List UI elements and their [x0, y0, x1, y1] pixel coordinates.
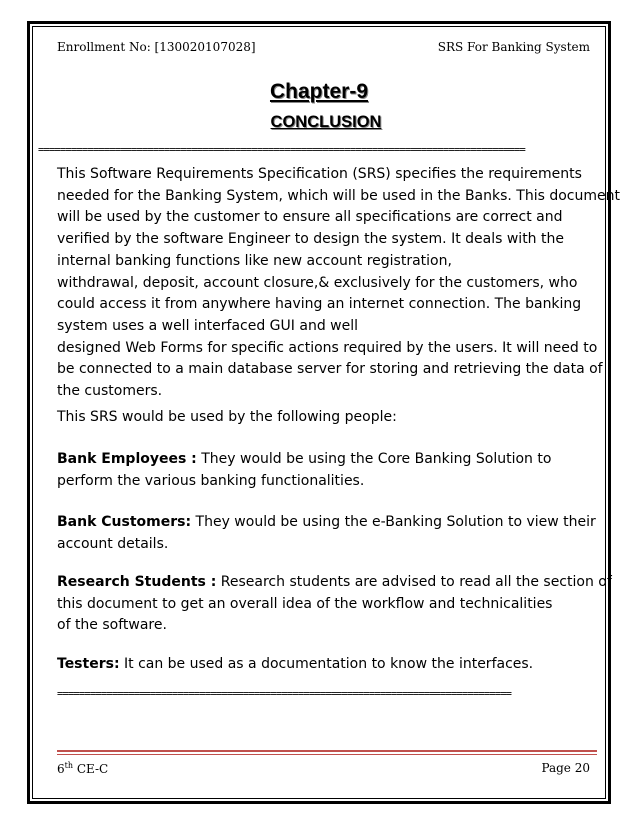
paragraph-line: designed Web Forms for specific actions required by the users. It will need to	[57, 339, 598, 356]
footer-page-number: Page 20	[541, 761, 590, 775]
paragraph-line: This Software Requirements Specification (SRS) specifies the requirements	[57, 166, 582, 182]
separator-bottom: ===================================================================================	[57, 688, 512, 700]
role-label: Bank Employees :	[57, 451, 197, 467]
paragraph-line: the customers.	[57, 383, 163, 400]
semester-suffix: th	[64, 761, 74, 770]
role-label: Bank Customers:	[57, 514, 192, 530]
role-label: Testers:	[57, 656, 120, 672]
role-text: They would be using the e-Banking Solution to view their	[191, 514, 596, 530]
role-text: account details.	[57, 535, 169, 552]
separator-top: =========================================================================================	[38, 144, 525, 156]
intro-people: This SRS would be used by the following people:	[57, 409, 397, 425]
header-enrollment: Enrollment No: [130020107028]	[57, 40, 256, 54]
paragraph-line: needed for the Banking System, which will be used in the Banks. This document	[57, 187, 620, 204]
role-text: Research students are advised to read all the section of	[216, 574, 612, 590]
footer-rule	[57, 750, 597, 752]
paragraph-line: withdrawal, deposit, account closure,& exclusively for the customers, who	[57, 274, 578, 291]
role-text: perform the various banking functionalities.	[57, 472, 365, 489]
semester-class: CE-C	[73, 762, 109, 776]
semester-number: 6	[57, 762, 65, 776]
role-bank-employees	[57, 449, 597, 492]
role-testers	[57, 654, 597, 676]
role-bank-customers	[57, 512, 597, 555]
paragraph-line: will be used by the customer to ensure all specifications are correct and	[57, 209, 563, 226]
footer-rule-thin	[57, 754, 597, 755]
paragraph-line: system uses a well interfaced GUI and well	[57, 317, 358, 334]
role-label: Research Students :	[57, 574, 217, 590]
chapter-heading: Chapter-9	[269, 80, 369, 103]
header-doc-title: SRS For Banking System	[437, 40, 590, 54]
footer-semester	[57, 761, 108, 776]
paragraph-line: could access it from anywhere having an internet connection. The banking	[57, 296, 582, 313]
paragraph-line: be connected to a main database server for storing and retrieving the data of	[57, 361, 603, 378]
role-research-students	[57, 572, 612, 637]
section-title: CONCLUSION	[270, 113, 382, 131]
paragraph-line: verified by the software Engineer to design the system. It deals with the	[57, 231, 564, 248]
role-text: They would be using the Core Banking Solution to	[196, 451, 552, 467]
role-text: It can be used as a documentation to know the interfaces.	[119, 656, 534, 672]
paragraph-line: internal banking functions like new account registration,	[57, 252, 452, 269]
main-paragraph	[57, 164, 620, 403]
role-text: this document to get an overall idea of the workflow and technicalities	[57, 595, 553, 612]
role-text: of the software.	[57, 617, 167, 634]
